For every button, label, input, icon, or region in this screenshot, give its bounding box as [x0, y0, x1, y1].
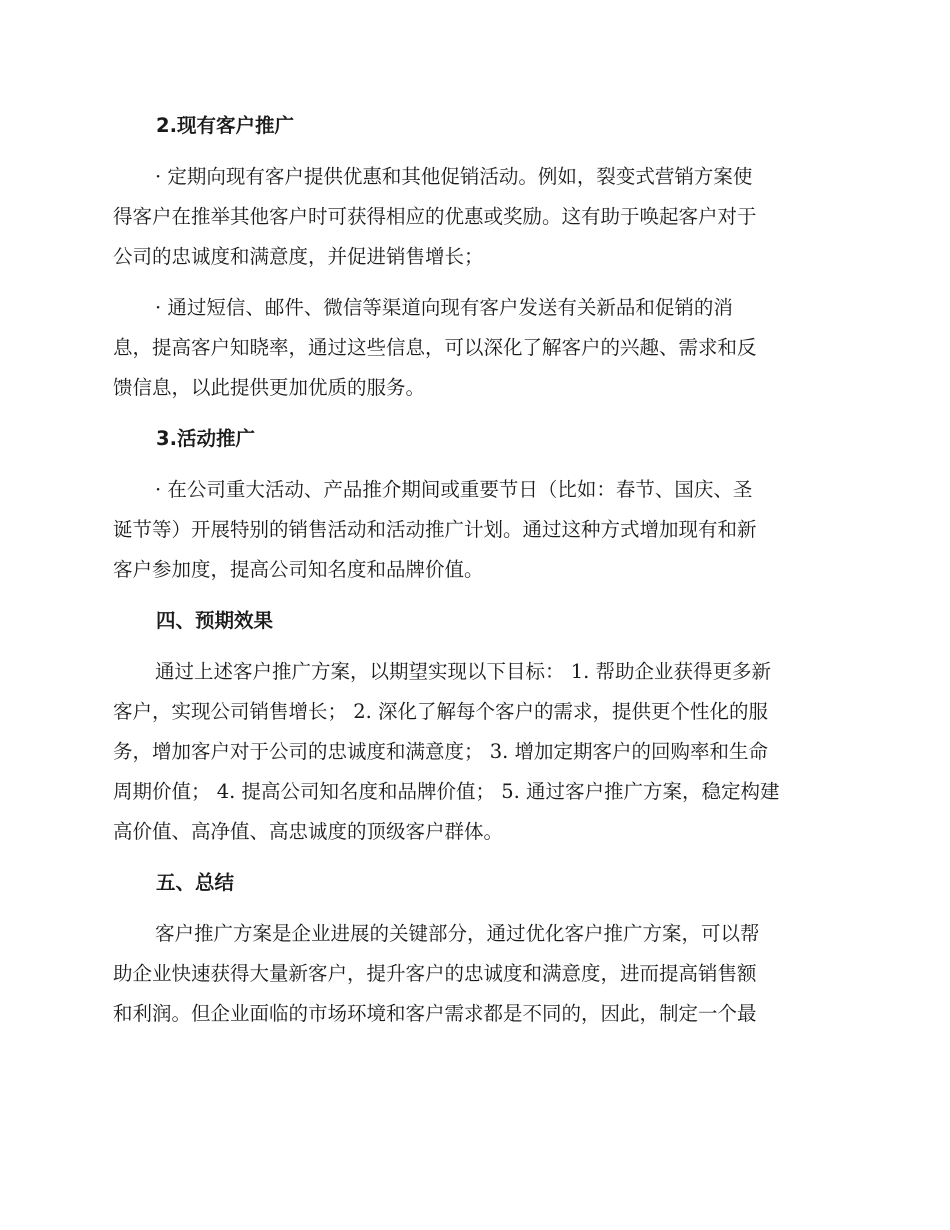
paragraph — [113, 288, 837, 408]
document-page — [113, 106, 837, 1045]
text-line: · 定期向现有客户提供优惠和其他促销活动。例如，裂变式营销方案使 — [155, 165, 753, 188]
section-summary — [113, 863, 837, 1034]
text-line: 务，增加客户对于公司的忠诚度和满意度； 3. 增加定期客户的回购率和生命 — [113, 740, 769, 763]
text-line: 客户，实现公司销售增长； 2. 深化了解每个客户的需求，提供更个性化的服 — [113, 700, 769, 723]
paragraph — [113, 652, 837, 852]
text-line: 客户参加度，提高公司知名度和品牌价值。 — [113, 558, 484, 581]
text-line: 诞节等）开展特别的销售活动和活动推广计划。通过这种方式增加现有和新 — [113, 518, 757, 541]
text-line: 馈信息，以此提供更加优质的服务。 — [113, 376, 426, 399]
text-line: 客户推广方案是企业进展的关键部分，通过优化客户推广方案，可以帮 — [155, 922, 760, 945]
section-heading: 四、预期效果 — [156, 609, 274, 632]
section-event-promotion — [113, 419, 837, 590]
section-heading: 3.活动推广 — [156, 427, 255, 450]
text-line: · 通过短信、邮件、微信等渠道向现有客户发送有关新品和促销的消 — [155, 296, 733, 319]
text-line: 公司的忠诚度和满意度，并促进销售增长； — [113, 245, 484, 268]
paragraph — [113, 470, 837, 590]
paragraph — [113, 157, 837, 277]
section-existing-customers — [113, 106, 837, 408]
section-heading: 五、总结 — [156, 871, 235, 894]
section-expected-results — [113, 601, 837, 852]
text-line: 高价值、高净值、高忠诚度的顶级客户群体。 — [113, 820, 504, 843]
text-line: · 在公司重大活动、产品推介期间或重要节日（比如：春节、国庆、圣 — [155, 478, 753, 501]
text-line: 和利润。但企业面临的市场环境和客户需求都是不同的，因此，制定一个最 — [113, 1002, 757, 1025]
text-line: 助企业快速获得大量新客户，提升客户的忠诚度和满意度，进而提高销售额 — [113, 962, 757, 985]
text-line: 周期价值； 4. 提高公司知名度和品牌价值； 5. 通过客户推广方案，稳定构建 — [113, 780, 780, 803]
text-line: 得客户在推举其他客户时可获得相应的优惠或奖励。这有助于唤起客户对于 — [113, 205, 757, 228]
text-line: 息，提高客户知晓率，通过这些信息，可以深化了解客户的兴趣、需求和反 — [113, 336, 757, 359]
text-line: 通过上述客户推广方案，以期望实现以下目标： 1. 帮助企业获得更多新 — [155, 660, 772, 683]
paragraph — [113, 914, 837, 1034]
section-heading: 2.现有客户推广 — [156, 114, 294, 137]
